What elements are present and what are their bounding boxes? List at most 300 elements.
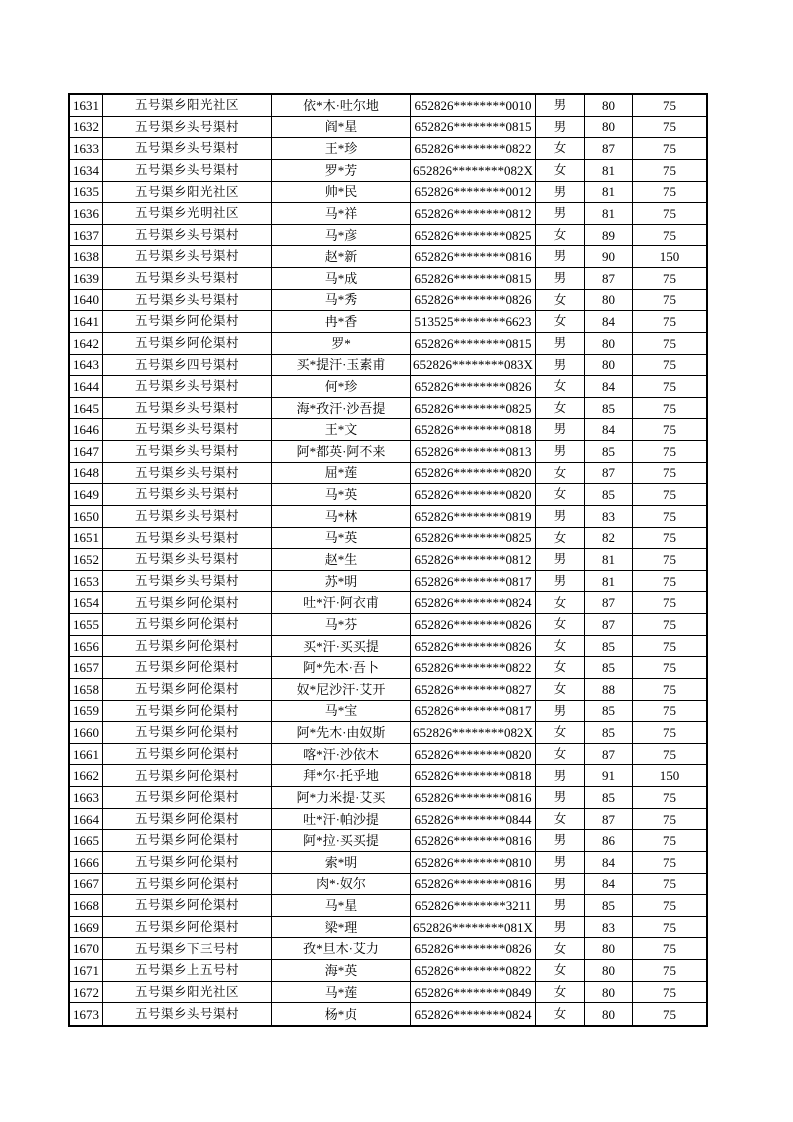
region-cell: 五号渠乡头号渠村 (103, 419, 272, 441)
gender-cell: 女 (536, 1003, 585, 1025)
gender-cell: 女 (536, 592, 585, 614)
gender-cell: 男 (536, 182, 585, 204)
person-name-cell: 马*秀 (272, 290, 411, 312)
region-cell: 五号渠乡光明社区 (103, 203, 272, 225)
id-number-cell: 652826********0826 (411, 614, 536, 636)
amount-cell: 150 (633, 246, 706, 268)
row-number-cell: 1659 (70, 701, 103, 723)
region-cell: 五号渠乡阿伦渠村 (103, 679, 272, 701)
gender-cell: 女 (536, 311, 585, 333)
row-number-cell: 1660 (70, 722, 103, 744)
amount-cell: 75 (633, 614, 706, 636)
person-name-cell: 梁*理 (272, 917, 411, 939)
amount-cell: 75 (633, 484, 706, 506)
id-number-cell: 652826********0815 (411, 333, 536, 355)
amount-cell: 75 (633, 960, 706, 982)
person-name-cell: 马*林 (272, 506, 411, 528)
region-cell: 五号渠乡阿伦渠村 (103, 765, 272, 787)
row-number-cell: 1668 (70, 895, 103, 917)
region-cell: 五号渠乡阿伦渠村 (103, 657, 272, 679)
id-number-cell: 652826********0812 (411, 203, 536, 225)
person-name-cell: 赵*新 (272, 246, 411, 268)
age-cell: 85 (585, 722, 633, 744)
person-name-cell: 喀*汗·沙依木 (272, 744, 411, 766)
amount-cell: 75 (633, 787, 706, 809)
region-cell: 五号渠乡头号渠村 (103, 528, 272, 550)
id-number-cell: 652826********0010 (411, 95, 536, 117)
amount-cell: 75 (633, 160, 706, 182)
id-number-cell: 652826********082X (411, 722, 536, 744)
gender-cell: 男 (536, 95, 585, 117)
row-number-cell: 1666 (70, 852, 103, 874)
amount-cell: 75 (633, 549, 706, 571)
id-number-cell: 652826********0822 (411, 960, 536, 982)
region-cell: 五号渠乡阿伦渠村 (103, 874, 272, 896)
age-cell: 81 (585, 160, 633, 182)
amount-cell: 75 (633, 463, 706, 485)
age-cell: 87 (585, 614, 633, 636)
amount-cell: 75 (633, 117, 706, 139)
amount-cell: 75 (633, 268, 706, 290)
gender-cell: 男 (536, 441, 585, 463)
region-cell: 五号渠乡头号渠村 (103, 441, 272, 463)
amount-cell: 75 (633, 701, 706, 723)
gender-cell: 男 (536, 549, 585, 571)
row-number-cell: 1658 (70, 679, 103, 701)
person-name-cell: 奴*尼沙汗·艾开 (272, 679, 411, 701)
region-cell: 五号渠乡头号渠村 (103, 138, 272, 160)
age-cell: 83 (585, 917, 633, 939)
gender-cell: 男 (536, 506, 585, 528)
region-cell: 五号渠乡阿伦渠村 (103, 636, 272, 658)
age-cell: 80 (585, 938, 633, 960)
amount-cell: 75 (633, 657, 706, 679)
gender-cell: 女 (536, 657, 585, 679)
gender-cell: 男 (536, 203, 585, 225)
region-cell: 五号渠乡头号渠村 (103, 117, 272, 139)
id-number-cell: 652826********0826 (411, 636, 536, 658)
person-name-cell: 肉*·奴尔 (272, 874, 411, 896)
id-number-cell: 652826********0822 (411, 657, 536, 679)
region-cell: 五号渠乡头号渠村 (103, 1003, 272, 1025)
row-number-cell: 1636 (70, 203, 103, 225)
person-name-cell: 杨*贞 (272, 1003, 411, 1025)
row-number-cell: 1656 (70, 636, 103, 658)
age-cell: 91 (585, 765, 633, 787)
person-name-cell: 马*宝 (272, 701, 411, 723)
person-name-cell: 买*提汗·玉素甫 (272, 355, 411, 377)
amount-cell: 75 (633, 917, 706, 939)
age-cell: 82 (585, 528, 633, 550)
age-cell: 85 (585, 701, 633, 723)
row-number-cell: 1655 (70, 614, 103, 636)
id-number-cell: 652826********0824 (411, 1003, 536, 1025)
row-number-cell: 1651 (70, 528, 103, 550)
gender-cell: 男 (536, 419, 585, 441)
id-number-cell: 652826********0825 (411, 528, 536, 550)
id-number-cell: 652826********0012 (411, 182, 536, 204)
amount-cell: 75 (633, 225, 706, 247)
gender-cell: 女 (536, 982, 585, 1004)
gender-cell: 男 (536, 571, 585, 593)
id-number-cell: 652826********0820 (411, 463, 536, 485)
region-cell: 五号渠乡阿伦渠村 (103, 592, 272, 614)
amount-cell: 75 (633, 636, 706, 658)
amount-cell: 75 (633, 744, 706, 766)
id-number-cell: 652826********0810 (411, 852, 536, 874)
id-number-cell: 652826********083X (411, 355, 536, 377)
amount-cell: 75 (633, 95, 706, 117)
person-name-cell: 罗*芳 (272, 160, 411, 182)
row-number-cell: 1652 (70, 549, 103, 571)
id-number-cell: 652826********0818 (411, 765, 536, 787)
id-number-cell: 652826********0812 (411, 549, 536, 571)
amount-cell: 75 (633, 874, 706, 896)
row-number-cell: 1639 (70, 268, 103, 290)
gender-cell: 女 (536, 290, 585, 312)
age-cell: 81 (585, 571, 633, 593)
id-number-cell: 652826********0827 (411, 679, 536, 701)
amount-cell: 75 (633, 355, 706, 377)
gender-cell: 男 (536, 874, 585, 896)
person-name-cell: 马*英 (272, 528, 411, 550)
person-name-cell: 王*珍 (272, 138, 411, 160)
id-number-cell: 652826********0816 (411, 830, 536, 852)
row-number-cell: 1640 (70, 290, 103, 312)
row-number-cell: 1657 (70, 657, 103, 679)
amount-cell: 75 (633, 528, 706, 550)
person-name-cell: 罗* (272, 333, 411, 355)
age-cell: 85 (585, 398, 633, 420)
age-cell: 80 (585, 95, 633, 117)
gender-cell: 男 (536, 333, 585, 355)
gender-cell: 男 (536, 765, 585, 787)
gender-cell: 女 (536, 376, 585, 398)
amount-cell: 75 (633, 182, 706, 204)
id-number-cell: 652826********0824 (411, 592, 536, 614)
row-number-cell: 1653 (70, 571, 103, 593)
amount-cell: 75 (633, 376, 706, 398)
row-number-cell: 1665 (70, 830, 103, 852)
age-cell: 86 (585, 830, 633, 852)
person-name-cell: 阿*都英·阿不来 (272, 441, 411, 463)
region-cell: 五号渠乡阿伦渠村 (103, 852, 272, 874)
person-name-cell: 阎*星 (272, 117, 411, 139)
age-cell: 89 (585, 225, 633, 247)
id-number-cell: 652826********082X (411, 160, 536, 182)
person-name-cell: 马*彦 (272, 225, 411, 247)
age-cell: 83 (585, 506, 633, 528)
row-number-cell: 1662 (70, 765, 103, 787)
amount-cell: 75 (633, 290, 706, 312)
age-cell: 85 (585, 895, 633, 917)
row-number-cell: 1646 (70, 419, 103, 441)
gender-cell: 女 (536, 744, 585, 766)
gender-cell: 女 (536, 225, 585, 247)
row-number-cell: 1650 (70, 506, 103, 528)
person-name-cell: 阿*先木·由奴斯 (272, 722, 411, 744)
region-cell: 五号渠乡阿伦渠村 (103, 917, 272, 939)
row-number-cell: 1645 (70, 398, 103, 420)
gender-cell: 女 (536, 398, 585, 420)
row-number-cell: 1649 (70, 484, 103, 506)
region-cell: 五号渠乡阿伦渠村 (103, 809, 272, 831)
region-cell: 五号渠乡阿伦渠村 (103, 830, 272, 852)
gender-cell: 男 (536, 701, 585, 723)
person-name-cell: 吐*汗·阿衣甫 (272, 592, 411, 614)
row-number-cell: 1654 (70, 592, 103, 614)
gender-cell: 女 (536, 160, 585, 182)
age-cell: 84 (585, 376, 633, 398)
age-cell: 87 (585, 744, 633, 766)
amount-cell: 75 (633, 895, 706, 917)
region-cell: 五号渠乡头号渠村 (103, 225, 272, 247)
id-number-cell: 652826********0819 (411, 506, 536, 528)
id-number-cell: 652826********0813 (411, 441, 536, 463)
age-cell: 87 (585, 463, 633, 485)
age-cell: 87 (585, 268, 633, 290)
region-cell: 五号渠乡阳光社区 (103, 95, 272, 117)
age-cell: 87 (585, 592, 633, 614)
id-number-cell: 652826********0826 (411, 376, 536, 398)
gender-cell: 男 (536, 830, 585, 852)
gender-cell: 女 (536, 484, 585, 506)
person-name-cell: 帅*民 (272, 182, 411, 204)
row-number-cell: 1661 (70, 744, 103, 766)
amount-cell: 75 (633, 203, 706, 225)
gender-cell: 男 (536, 852, 585, 874)
gender-cell: 女 (536, 614, 585, 636)
age-cell: 81 (585, 549, 633, 571)
id-number-cell: 652826********0826 (411, 938, 536, 960)
gender-cell: 女 (536, 636, 585, 658)
gender-cell: 女 (536, 528, 585, 550)
gender-cell: 男 (536, 355, 585, 377)
region-cell: 五号渠乡阿伦渠村 (103, 787, 272, 809)
person-name-cell: 冉*香 (272, 311, 411, 333)
gender-cell: 女 (536, 809, 585, 831)
region-cell: 五号渠乡阿伦渠村 (103, 722, 272, 744)
region-cell: 五号渠乡阿伦渠村 (103, 311, 272, 333)
person-name-cell: 索*明 (272, 852, 411, 874)
row-number-cell: 1671 (70, 960, 103, 982)
gender-cell: 女 (536, 138, 585, 160)
row-number-cell: 1667 (70, 874, 103, 896)
row-number-cell: 1647 (70, 441, 103, 463)
row-number-cell: 1648 (70, 463, 103, 485)
age-cell: 87 (585, 138, 633, 160)
amount-cell: 75 (633, 809, 706, 831)
person-name-cell: 阿*拉·买买提 (272, 830, 411, 852)
row-number-cell: 1634 (70, 160, 103, 182)
row-number-cell: 1672 (70, 982, 103, 1004)
gender-cell: 男 (536, 895, 585, 917)
row-number-cell: 1643 (70, 355, 103, 377)
row-number-cell: 1637 (70, 225, 103, 247)
amount-cell: 75 (663, 1006, 676, 1022)
id-number-cell: 652826********0815 (411, 117, 536, 139)
row-number-cell: 1633 (70, 138, 103, 160)
person-name-cell: 马*成 (272, 268, 411, 290)
gender-cell: 女 (536, 679, 585, 701)
amount-cell: 75 (633, 982, 706, 1004)
region-cell: 五号渠乡阳光社区 (103, 982, 272, 1004)
region-cell: 五号渠乡头号渠村 (103, 484, 272, 506)
id-number-cell: 652826********0849 (411, 982, 536, 1004)
gender-cell: 男 (536, 268, 585, 290)
row-number-cell: 1670 (70, 938, 103, 960)
gender-cell: 男 (536, 917, 585, 939)
id-number-cell: 652826********0825 (411, 225, 536, 247)
region-cell: 五号渠乡阿伦渠村 (103, 744, 272, 766)
amount-cell: 75 (633, 679, 706, 701)
gender-cell: 女 (536, 938, 585, 960)
id-number-cell: 652826********0825 (411, 398, 536, 420)
id-number-cell: 652826********0818 (411, 419, 536, 441)
amount-cell: 75 (633, 419, 706, 441)
region-cell: 五号渠乡头号渠村 (103, 268, 272, 290)
person-name-cell: 孜*旦木·艾力 (272, 938, 411, 960)
region-cell: 五号渠乡四号渠村 (103, 355, 272, 377)
age-cell: 81 (585, 182, 633, 204)
person-name-cell: 阿*先木·吾卜 (272, 657, 411, 679)
person-name-cell: 马*星 (272, 895, 411, 917)
age-cell: 84 (585, 874, 633, 896)
gender-cell: 男 (536, 246, 585, 268)
gender-cell: 女 (536, 463, 585, 485)
region-cell: 五号渠乡头号渠村 (103, 376, 272, 398)
region-cell: 五号渠乡阳光社区 (103, 182, 272, 204)
person-name-cell: 王*文 (272, 419, 411, 441)
region-cell: 五号渠乡头号渠村 (103, 246, 272, 268)
row-number-cell: 1644 (70, 376, 103, 398)
age-cell: 87 (585, 809, 633, 831)
region-cell: 五号渠乡头号渠村 (103, 290, 272, 312)
id-number-cell: 652826********0820 (411, 484, 536, 506)
id-number-cell: 652826********081X (411, 917, 536, 939)
person-name-cell: 海*英 (272, 960, 411, 982)
age-cell: 80 (585, 982, 633, 1004)
age-cell: 84 (585, 419, 633, 441)
person-name-cell: 马*祥 (272, 203, 411, 225)
person-name-cell: 海*孜汗·沙吾提 (272, 398, 411, 420)
region-cell: 五号渠乡头号渠村 (103, 571, 272, 593)
age-cell: 85 (585, 636, 633, 658)
id-number-cell: 652826********0817 (411, 571, 536, 593)
region-cell: 五号渠乡上五号村 (103, 960, 272, 982)
person-name-cell: 屈*莲 (272, 463, 411, 485)
region-cell: 五号渠乡下三号村 (103, 938, 272, 960)
amount-cell: 75 (633, 722, 706, 744)
amount-cell: 75 (633, 398, 706, 420)
age-cell: 80 (585, 333, 633, 355)
age-cell: 85 (585, 441, 633, 463)
row-number-cell: 1669 (70, 917, 103, 939)
amount-cell: 75 (633, 852, 706, 874)
gender-cell: 女 (536, 722, 585, 744)
age-cell: 85 (585, 484, 633, 506)
person-name-cell: 拜*尔·托乎地 (272, 765, 411, 787)
age-cell: 90 (585, 246, 633, 268)
id-number-cell: 652826********0815 (411, 268, 536, 290)
age-cell: 80 (585, 355, 633, 377)
id-number-cell: 652826********3211 (411, 895, 536, 917)
region-cell: 五号渠乡阿伦渠村 (103, 701, 272, 723)
id-number-cell: 652826********0844 (411, 809, 536, 831)
person-name-cell: 阿*力米提·艾买 (272, 787, 411, 809)
region-cell: 五号渠乡阿伦渠村 (103, 333, 272, 355)
amount-cell: 75 (633, 506, 706, 528)
person-name-cell: 马*莲 (272, 982, 411, 1004)
id-number-cell: 513525********6623 (411, 311, 536, 333)
person-name-cell: 马*英 (272, 484, 411, 506)
person-name-cell: 赵*生 (272, 549, 411, 571)
row-number-cell: 1673 (70, 1003, 103, 1025)
row-number-cell: 1632 (70, 117, 103, 139)
gender-cell: 男 (536, 117, 585, 139)
id-number-cell: 652826********0822 (411, 138, 536, 160)
age-cell: 81 (585, 203, 633, 225)
region-cell: 五号渠乡头号渠村 (103, 506, 272, 528)
region-cell: 五号渠乡阿伦渠村 (103, 895, 272, 917)
roster-table (68, 93, 708, 1027)
region-cell: 五号渠乡头号渠村 (103, 549, 272, 571)
id-number-cell: 652826********0816 (411, 246, 536, 268)
age-cell: 85 (585, 657, 633, 679)
row-number-cell: 1641 (70, 311, 103, 333)
person-name-cell: 马*芬 (272, 614, 411, 636)
age-cell: 85 (585, 787, 633, 809)
row-number-cell: 1642 (70, 333, 103, 355)
amount-cell: 75 (633, 571, 706, 593)
amount-cell: 75 (633, 938, 706, 960)
id-number-cell: 652826********0826 (411, 290, 536, 312)
region-cell: 五号渠乡头号渠村 (103, 398, 272, 420)
age-cell: 80 (585, 1003, 633, 1025)
row-number-cell: 1631 (70, 95, 103, 117)
amount-cell: 75 (633, 333, 706, 355)
age-cell: 80 (585, 960, 633, 982)
region-cell: 五号渠乡头号渠村 (103, 160, 272, 182)
age-cell: 84 (585, 852, 633, 874)
age-cell: 80 (585, 290, 633, 312)
person-name-cell: 何*珍 (272, 376, 411, 398)
person-name-cell: 依*木·吐尔地 (272, 95, 411, 117)
id-number-cell: 652826********0820 (411, 744, 536, 766)
row-number-cell: 1635 (70, 182, 103, 204)
age-cell: 80 (585, 117, 633, 139)
age-cell: 84 (585, 311, 633, 333)
gender-cell: 男 (536, 787, 585, 809)
amount-cell: 150 (633, 765, 706, 787)
row-number-cell: 1638 (70, 246, 103, 268)
id-number-cell: 652826********0817 (411, 701, 536, 723)
person-name-cell: 吐*汗·帕沙提 (272, 809, 411, 831)
amount-cell: 75 (633, 311, 706, 333)
amount-cell: 75 (633, 138, 706, 160)
amount-cell: 75 (633, 830, 706, 852)
row-number-cell: 1664 (70, 809, 103, 831)
amount-cell: 75 (633, 441, 706, 463)
region-cell: 五号渠乡头号渠村 (103, 463, 272, 485)
region-cell: 五号渠乡阿伦渠村 (103, 614, 272, 636)
id-number-cell: 652826********0816 (411, 874, 536, 896)
amount-cell: 75 (633, 592, 706, 614)
person-name-cell: 买*汗·买买提 (272, 636, 411, 658)
id-number-cell: 652826********0816 (411, 787, 536, 809)
gender-cell: 女 (536, 960, 585, 982)
row-number-cell: 1663 (70, 787, 103, 809)
